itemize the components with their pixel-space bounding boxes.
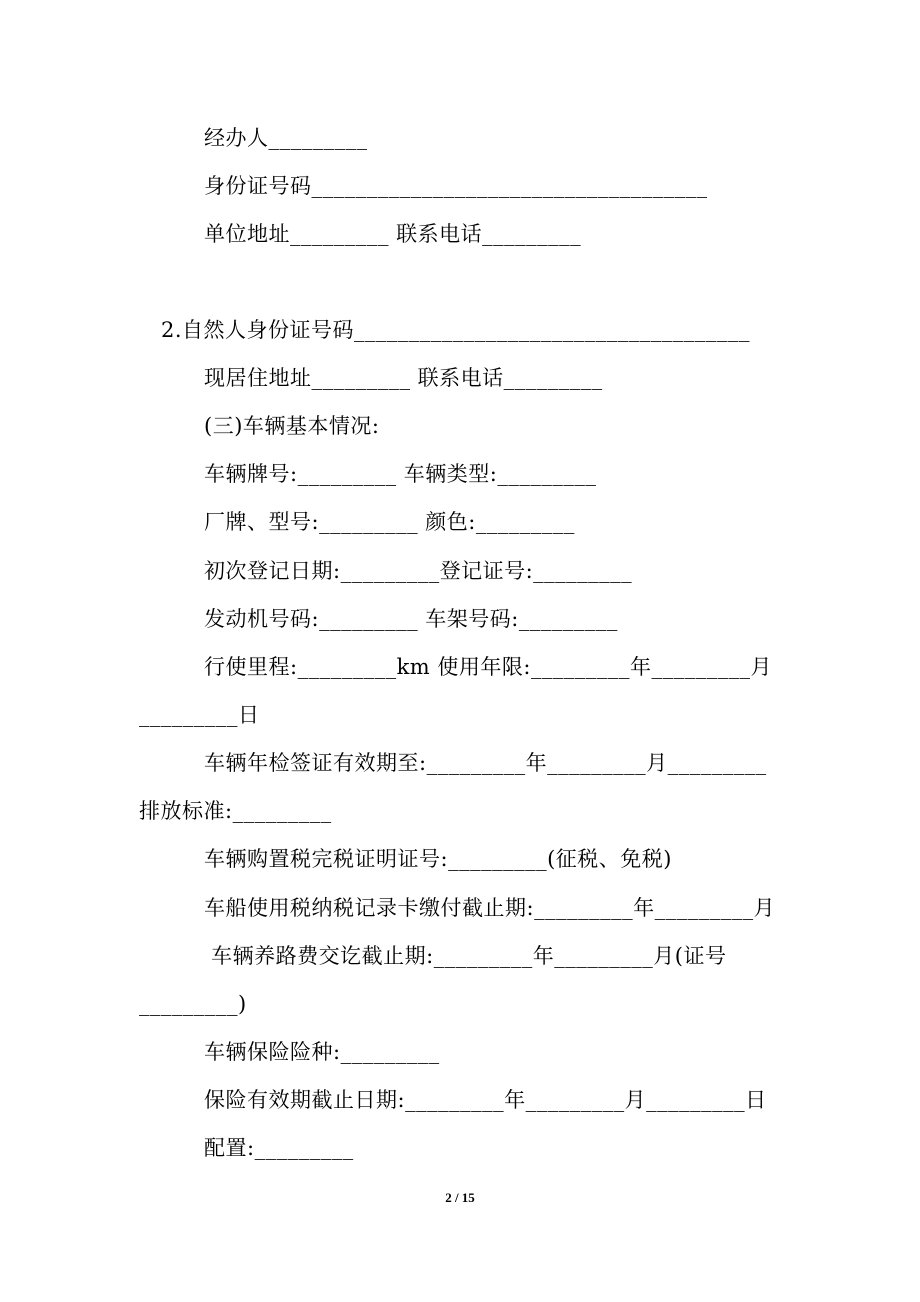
text-line-road-fee-cont: _________) bbox=[139, 992, 247, 1016]
text-line-insurance-type: 车辆保险险种:_________ bbox=[204, 1040, 440, 1064]
text-line-purchase-tax: 车辆购置税完税证明证号:_________(征税、免税) bbox=[204, 847, 672, 871]
text-line-configuration: 配置:_________ bbox=[204, 1136, 354, 1160]
text-line-insurance-expiry: 保险有效期截止日期:_________年_________月_________日 bbox=[204, 1088, 767, 1112]
section-heading: (三)车辆基本情况: bbox=[204, 414, 380, 438]
text-line-brand: 厂牌、型号:_________ 颜色:_________ bbox=[204, 510, 575, 534]
text-line-engine: 发动机号码:_________ 车架号码:_________ bbox=[204, 607, 618, 631]
text-line-mileage-cont: _________日 bbox=[139, 703, 260, 727]
text-line-agent: 经办人_________ bbox=[204, 126, 368, 150]
text-line-road-fee: 车辆养路费交讫截止期:_________年_________月(证号 bbox=[204, 944, 727, 968]
page-number: 2 / 15 bbox=[445, 1190, 475, 1205]
text-line-residence: 现居住地址_________ 联系电话_________ bbox=[204, 366, 603, 390]
text-line-natural-person-id: 2.自然人身份证号码____________________________________ bbox=[161, 318, 751, 342]
text-line-registration: 初次登记日期:_________登记证号:_________ bbox=[204, 559, 633, 583]
text-line-id-number: 身份证号码____________________________________ bbox=[204, 174, 708, 198]
text-line-work-address: 单位地址_________ 联系电话_________ bbox=[204, 222, 582, 246]
text-line-inspection: 车辆年检签证有效期至:_________年_________月_________ bbox=[204, 751, 767, 775]
text-line-plate: 车辆牌号:_________ 车辆类型:_________ bbox=[204, 462, 597, 486]
text-line-emission: 排放标准:_________ bbox=[139, 799, 332, 823]
text-line-vessel-tax: 车船使用税纳税记录卡缴付截止期:_________年_________月 bbox=[204, 896, 776, 920]
text-line-mileage: 行使里程:_________km 使用年限:_________年_________月 bbox=[204, 655, 772, 679]
